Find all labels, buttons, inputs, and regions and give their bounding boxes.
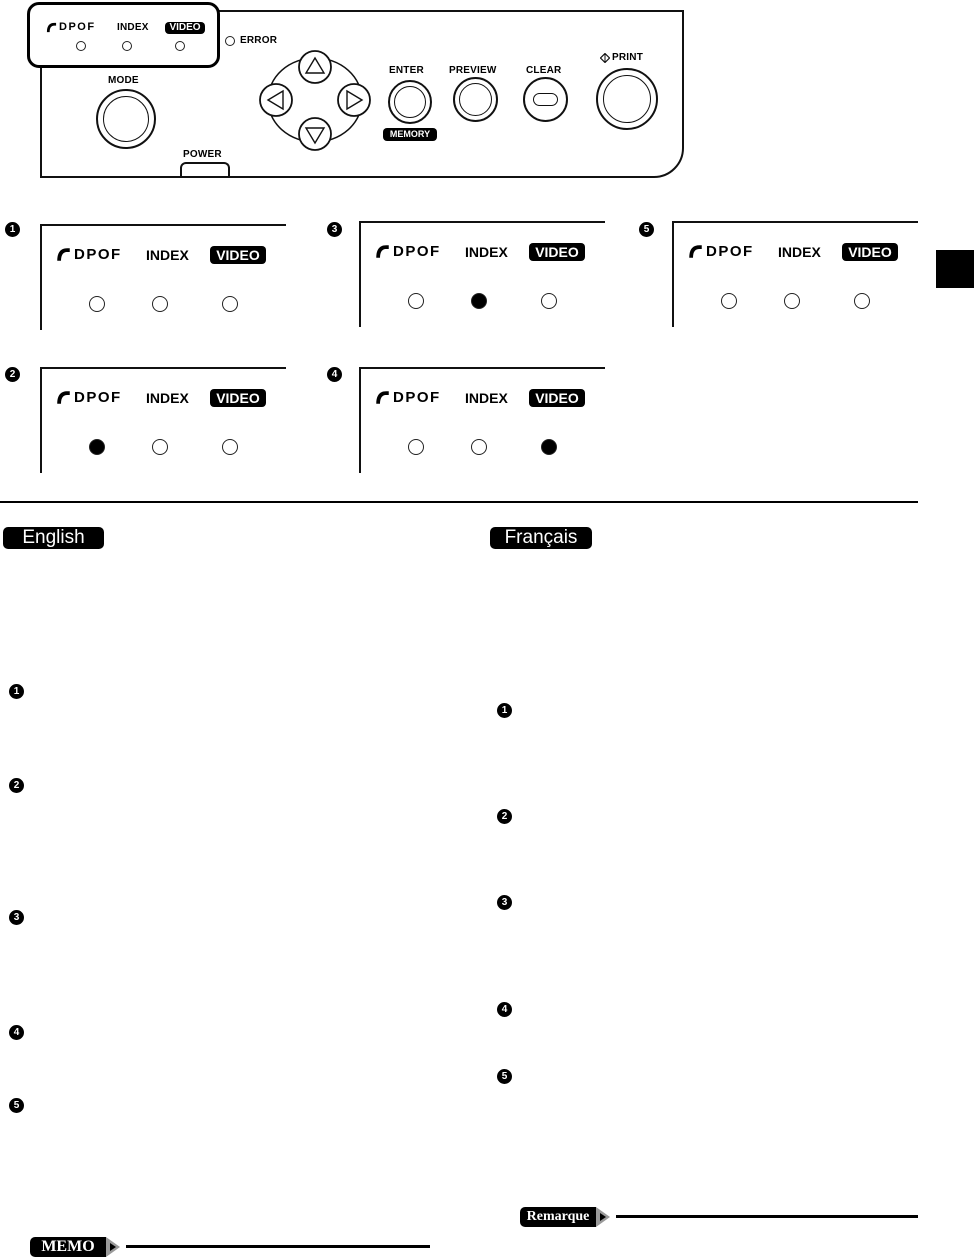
enter-label: ENTER [389,65,424,76]
english-item-4: 4 [9,1025,24,1040]
index-led [784,293,800,309]
video-badge: VIDEO [165,22,205,34]
index-led [152,296,168,312]
indicator-panel-3 [359,221,605,327]
remarque-arrow-tip-icon [600,1213,606,1221]
video-led [541,439,557,455]
print-button[interactable] [596,68,658,130]
video-led [222,296,238,312]
french-item-1: 1 [497,703,512,718]
clear-label: CLEAR [526,65,562,76]
error-led [225,36,235,46]
up-button[interactable] [299,51,331,83]
dpof-label: DPOF [393,243,441,260]
dpof-led [76,41,86,51]
section-tab [936,250,974,288]
french-item-4: 4 [497,1002,512,1017]
memo-rule [126,1245,430,1248]
dpof-logo [56,246,122,263]
direction-pad [256,48,374,152]
dpof-label: DPOF [393,389,441,406]
english-item-2: 2 [9,778,24,793]
dpof-icon [56,247,71,262]
step-number-2: 2 [5,367,20,382]
enter-button[interactable] [388,80,432,124]
video-badge: VIDEO [210,246,266,264]
dpof-led [89,439,105,455]
remarque-rule [616,1215,918,1218]
dpof-label: DPOF [74,389,122,406]
preview-button[interactable] [453,77,498,122]
step-number-5: 5 [639,222,654,237]
index-label: INDEX [117,22,149,33]
down-button[interactable] [299,118,331,150]
dpof-logo [46,21,96,33]
remarque-badge: Remarque [520,1207,596,1227]
video-led [854,293,870,309]
index-label: INDEX [146,390,189,406]
index-led [471,439,487,455]
left-button[interactable] [260,84,292,116]
mode-button[interactable] [96,89,156,149]
french-item-5: 5 [497,1069,512,1084]
video-badge: VIDEO [529,243,585,261]
index-led [152,439,168,455]
index-led [471,293,487,309]
dpof-icon [688,244,703,259]
dpof-logo [56,389,122,406]
video-led [222,439,238,455]
power-label: POWER [183,149,222,160]
mode-label: MODE [108,75,139,86]
dpof-led [408,293,424,309]
dpof-led [408,439,424,455]
indicator-panel-4 [359,367,605,473]
video-badge: VIDEO [210,389,266,407]
print-label: PRINT [612,52,643,63]
video-badge: VIDEO [842,243,898,261]
index-label: INDEX [778,244,821,260]
dpof-label: DPOF [74,246,122,263]
index-label: INDEX [465,390,508,406]
memory-badge: MEMORY [383,128,437,141]
video-led [175,41,185,51]
step-number-4: 4 [327,367,342,382]
dpof-icon [375,244,390,259]
french-item-3: 3 [497,895,512,910]
step-number-1: 1 [5,222,20,237]
memo-badge: MEMO [30,1237,106,1257]
dpof-label: DPOF [59,21,96,33]
indicator-panel-1 [40,224,286,330]
indicator-panel-2 [40,367,286,473]
print-label-group [600,52,643,63]
preview-label: PREVIEW [449,65,497,76]
dpof-led [721,293,737,309]
dpof-led [89,296,105,312]
dpof-logo [688,243,754,260]
index-label: INDEX [146,247,189,263]
english-item-3: 3 [9,910,24,925]
clear-button[interactable] [523,77,568,122]
french-label: Français [490,527,592,549]
english-item-1: 1 [9,684,24,699]
dpof-label: DPOF [706,243,754,260]
indicator-panel-5 [672,221,918,327]
dpof-logo [375,243,441,260]
index-led [122,41,132,51]
right-button[interactable] [338,84,370,116]
dpof-icon [56,390,71,405]
dpof-icon [375,390,390,405]
dpof-icon [46,22,57,33]
section-divider [0,501,918,503]
memo-arrow-tip-icon [110,1243,116,1251]
indicator-highlight-box [27,2,220,68]
english-item-5: 5 [9,1098,24,1113]
index-label: INDEX [465,244,508,260]
power-button[interactable] [180,162,230,178]
video-badge: VIDEO [529,389,585,407]
dpof-logo [375,389,441,406]
step-number-3: 3 [327,222,342,237]
error-label: ERROR [240,35,278,46]
english-label: English [3,527,104,549]
french-item-2: 2 [497,809,512,824]
start-diamond-icon [600,53,610,63]
video-led [541,293,557,309]
